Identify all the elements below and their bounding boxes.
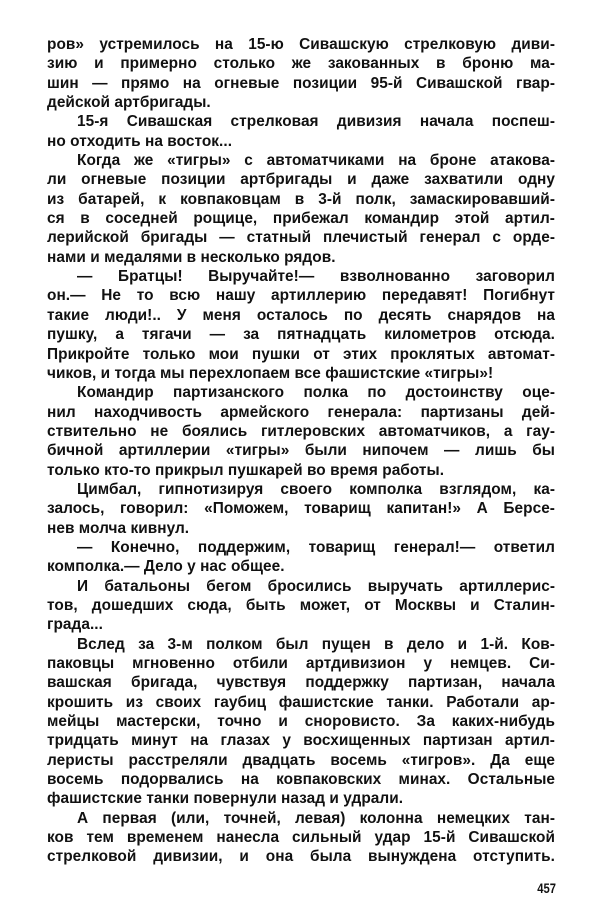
text-line: Командир партизанского полка по достоинству оце-: [77, 384, 555, 402]
text-line: зию и примерно столько же закованных в броню ма-: [47, 55, 555, 73]
text-line: лерийской бригады — статный плечистый генерал с орде-: [47, 229, 555, 247]
text-line: И батальоны бегом бросились выручать артиллерис-: [77, 577, 555, 595]
page-number: 457: [537, 880, 556, 896]
text-line: такие люди!.. У меня осталось по десять снарядов на: [47, 306, 555, 324]
text-line: залось, говорил: «Поможем, товарищ капитан!» А Берсе-: [47, 500, 555, 518]
text-line: но отходить на восток...: [47, 132, 233, 150]
text-line: комполка.— Дело у нас общее.: [47, 558, 285, 576]
text-line: 15-я Сивашская стрелковая дивизия начала поспеш-: [77, 113, 555, 131]
text-line: града...: [47, 616, 103, 634]
text-line: восемь подорвались на ковпаковских минах. Остальные: [47, 771, 555, 789]
text-line: тридцать минут на глазах у восхищенных партизан артил-: [47, 732, 555, 750]
text-line: А первая (или, точней, левая) колонна немецких тан-: [77, 809, 555, 827]
text-line: крошить из своих гаубиц фашистские танки. Работали ар-: [47, 693, 555, 711]
text-line: Когда же «тигры» с автоматчиками на броне атакова-: [77, 152, 555, 170]
text-line: нами и медалями в несколько рядов.: [47, 248, 336, 266]
text-line: тов, дошедших сюда, быть может, от Москвы и Сталин-: [47, 596, 555, 614]
text-line: бичной артиллерии «тигры» были нипочем — лишь бы: [47, 442, 555, 460]
text-line: дейской артбригады.: [47, 94, 211, 112]
text-line: Вслед за 3-м полком был пущен в дело и 1-й. Ков-: [77, 635, 555, 653]
text-line: только кто-то прикрыл пушкарей во время работы.: [47, 461, 445, 479]
text-line: Прикройте только мои пушки от этих проклятых автомат-: [47, 345, 555, 363]
page-body: [47, 35, 555, 867]
text-line: ров» устремилось на 15-ю Сивашскую стрелковую диви-: [47, 36, 555, 53]
text-line: фашистские танки повернули назад и удрали.: [47, 790, 404, 808]
text-line: паковцы мгновенно отбили артдивизион у немцев. Си-: [47, 655, 555, 672]
text-line: нил находчивость армейского генерала: партизаны дей-: [47, 403, 555, 421]
text-line: мейцы мастерски, точно и сноровисто. За каких-нибудь: [47, 713, 555, 731]
text-line: из батарей, к ковпаковцам в 3-й полк, замаскировавший-: [47, 190, 555, 208]
text-line: стрелковой дивизии, и она была вынуждена отступить.: [47, 848, 555, 866]
text-line: вашская бригада, чувствуя поддержку партизан, начала: [47, 674, 555, 692]
text-line: ствительно не боялись гитлеровских автоматчиков, а гау-: [47, 422, 555, 440]
text-line: Цимбал, гипнотизируя своего комполка взглядом, ка-: [77, 480, 555, 498]
text-line: шин — прямо на огневые позиции 95-й Сивашской гвар-: [47, 74, 555, 92]
text-line: ли огневые позиции артбригады и даже захватили одну: [47, 171, 555, 189]
text-line: — Братцы! Выручайте!— взволнованно заговорил: [77, 268, 555, 286]
text-line: — Конечно, поддержим, товарищ генерал!— ответил: [77, 538, 555, 556]
text-line: леристы расстреляли двадцать восемь «тигров». Да еще: [47, 751, 555, 769]
text-line: пушку, а тягачи — за пятнадцать километров отсюда.: [47, 326, 555, 344]
text-line: нев молча кивнул.: [47, 519, 190, 537]
text-line: ся в соседней рощице, прибежал командир этой артил-: [47, 210, 555, 228]
text-line: он.— Не то всю нашу артиллерию передавят! Погибнут: [47, 287, 555, 305]
text-line: чиков, и тогда мы перехлопаем все фашистские «тигры»!: [47, 364, 494, 382]
text-line: ков тем временем нанесла сильный удар 15-й Сивашской: [47, 829, 555, 847]
